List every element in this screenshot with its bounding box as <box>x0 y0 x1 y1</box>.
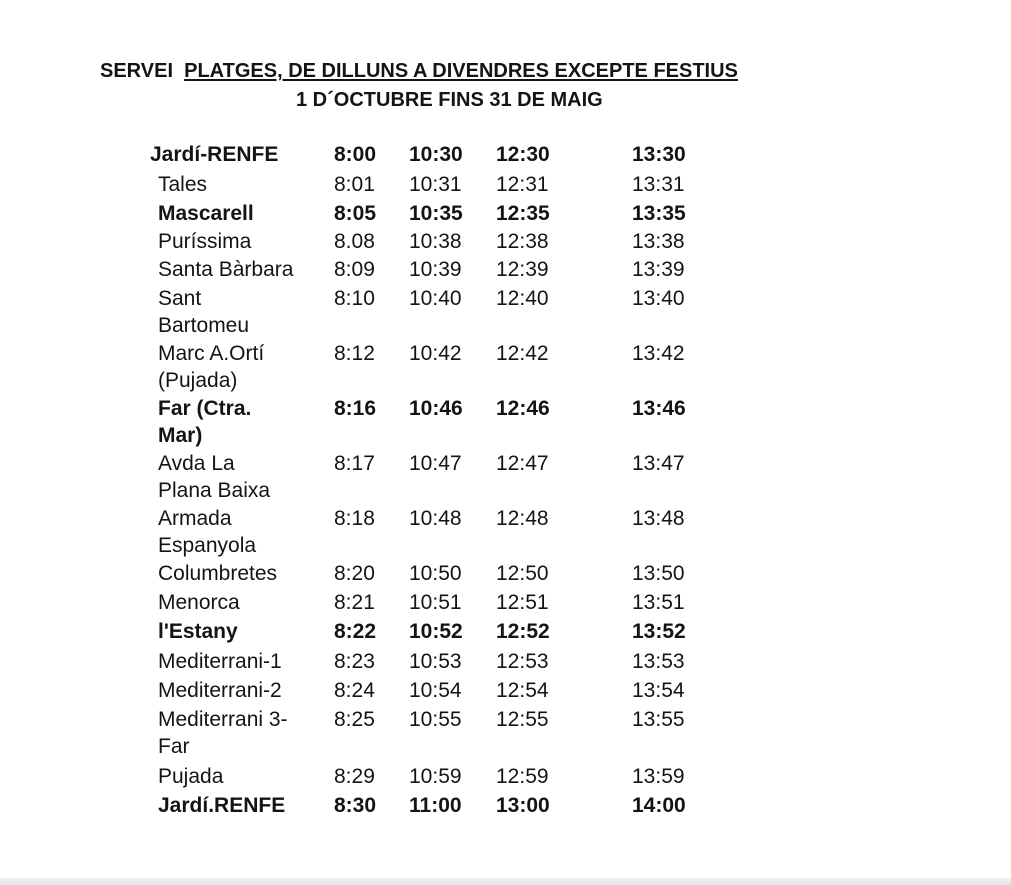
stop-name: Tales <box>158 173 208 196</box>
departure-time: 12:38 <box>496 230 549 253</box>
departure-time: 13:31 <box>632 173 685 196</box>
departure-time: 8:10 <box>334 287 375 310</box>
departure-time: 8:25 <box>334 708 375 731</box>
departure-time: 14:00 <box>632 794 686 817</box>
departure-time: 8:12 <box>334 342 375 365</box>
title-prefix: SERVEI <box>100 60 173 82</box>
stop-name: Mediterrani 3- Far <box>158 708 288 758</box>
departure-time: 12:30 <box>496 143 550 166</box>
departure-time: 8:24 <box>334 679 375 702</box>
departure-time: 10:46 <box>409 397 463 420</box>
departure-time: 13:38 <box>632 230 685 253</box>
stop-name: Mediterrani-1 <box>158 650 282 673</box>
departure-time: 12:40 <box>496 287 549 310</box>
departure-time: 10:38 <box>409 230 462 253</box>
stop-name: Jardí-RENFE <box>150 143 279 166</box>
departure-time: 13:51 <box>632 591 685 614</box>
departure-time: 12:47 <box>496 452 549 475</box>
departure-time: 12:51 <box>496 591 549 614</box>
stop-name: Mediterrani-2 <box>158 679 282 702</box>
departure-time: 13:00 <box>496 794 550 817</box>
departure-time: 8:18 <box>334 507 375 530</box>
departure-time: 13:48 <box>632 507 685 530</box>
departure-time: 11:00 <box>409 794 462 817</box>
departure-time: 13:52 <box>632 620 686 643</box>
departure-time: 10:35 <box>409 202 463 225</box>
departure-time: 8:23 <box>334 650 375 673</box>
departure-time: 8:29 <box>334 765 375 788</box>
departure-time: 12:39 <box>496 258 549 281</box>
departure-time: 10:39 <box>409 258 462 281</box>
stop-name: Far (Ctra. Mar) <box>158 397 252 447</box>
departure-time: 12:31 <box>496 173 549 196</box>
departure-time: 8:05 <box>334 202 377 225</box>
departure-time: 12:53 <box>496 650 549 673</box>
stop-name: Santa Bàrbara <box>158 258 294 281</box>
departure-time: 12:42 <box>496 342 549 365</box>
bottom-edge <box>0 878 1011 885</box>
stop-name: Puríssima <box>158 230 252 253</box>
departure-time: 13:42 <box>632 342 685 365</box>
departure-time: 13:50 <box>632 562 685 585</box>
title-service: PLATGES, DE DILLUNS A DIVENDRES EXCEPTE FESTIUS <box>184 60 738 82</box>
departure-time: 10:31 <box>409 173 462 196</box>
departure-time: 8.08 <box>334 230 375 253</box>
departure-time: 10:55 <box>409 708 462 731</box>
document-period: 1 D´OCTUBRE FINS 31 DE MAIG <box>296 89 603 111</box>
departure-time: 12:50 <box>496 562 549 585</box>
stop-name: Menorca <box>158 591 240 614</box>
departure-time: 13:35 <box>632 202 686 225</box>
departure-time: 10:59 <box>409 765 462 788</box>
stop-name: l'Estany <box>158 620 238 643</box>
stop-name: Avda La Plana Baixa <box>158 452 271 502</box>
departure-time: 8:21 <box>334 591 375 614</box>
departure-time: 12:46 <box>496 397 550 420</box>
departure-time: 12:59 <box>496 765 549 788</box>
departure-time: 8:20 <box>334 562 375 585</box>
departure-time: 10:54 <box>409 679 462 702</box>
departure-time: 12:48 <box>496 507 549 530</box>
stop-name: Columbretes <box>158 562 278 585</box>
document-title <box>100 60 738 83</box>
departure-time: 13:46 <box>632 397 686 420</box>
departure-time: 13:30 <box>632 143 686 166</box>
departure-time: 8:30 <box>334 794 377 817</box>
stop-name: Pujada <box>158 765 224 788</box>
departure-time: 13:55 <box>632 708 685 731</box>
departure-time: 8:00 <box>334 143 377 166</box>
departure-time: 8:09 <box>334 258 375 281</box>
stop-name: Armada Espanyola <box>158 507 257 557</box>
departure-time: 8:17 <box>334 452 375 475</box>
stop-name: Sant Bartomeu <box>158 287 250 337</box>
departure-time: 12:54 <box>496 679 549 702</box>
departure-time: 13:53 <box>632 650 685 673</box>
departure-time: 10:53 <box>409 650 462 673</box>
departure-time: 12:35 <box>496 202 550 225</box>
departure-time: 10:48 <box>409 507 462 530</box>
departure-time: 8:22 <box>334 620 377 643</box>
departure-time: 8:01 <box>334 173 375 196</box>
departure-time: 10:30 <box>409 143 463 166</box>
departure-time: 13:59 <box>632 765 685 788</box>
departure-time: 13:39 <box>632 258 685 281</box>
departure-time: 12:55 <box>496 708 549 731</box>
departure-time: 10:40 <box>409 287 462 310</box>
departure-time: 10:50 <box>409 562 462 585</box>
departure-time: 13:54 <box>632 679 685 702</box>
departure-time: 13:40 <box>632 287 685 310</box>
departure-time: 10:47 <box>409 452 462 475</box>
departure-time: 10:42 <box>409 342 462 365</box>
stop-name: Mascarell <box>158 202 254 225</box>
departure-time: 13:47 <box>632 452 685 475</box>
departure-time: 10:52 <box>409 620 463 643</box>
stop-name: Jardí.RENFE <box>158 794 286 817</box>
departure-time: 12:52 <box>496 620 550 643</box>
departure-time: 8:16 <box>334 397 377 420</box>
stop-name: Marc A.Ortí (Pujada) <box>158 342 265 392</box>
departure-time: 10:51 <box>409 591 462 614</box>
